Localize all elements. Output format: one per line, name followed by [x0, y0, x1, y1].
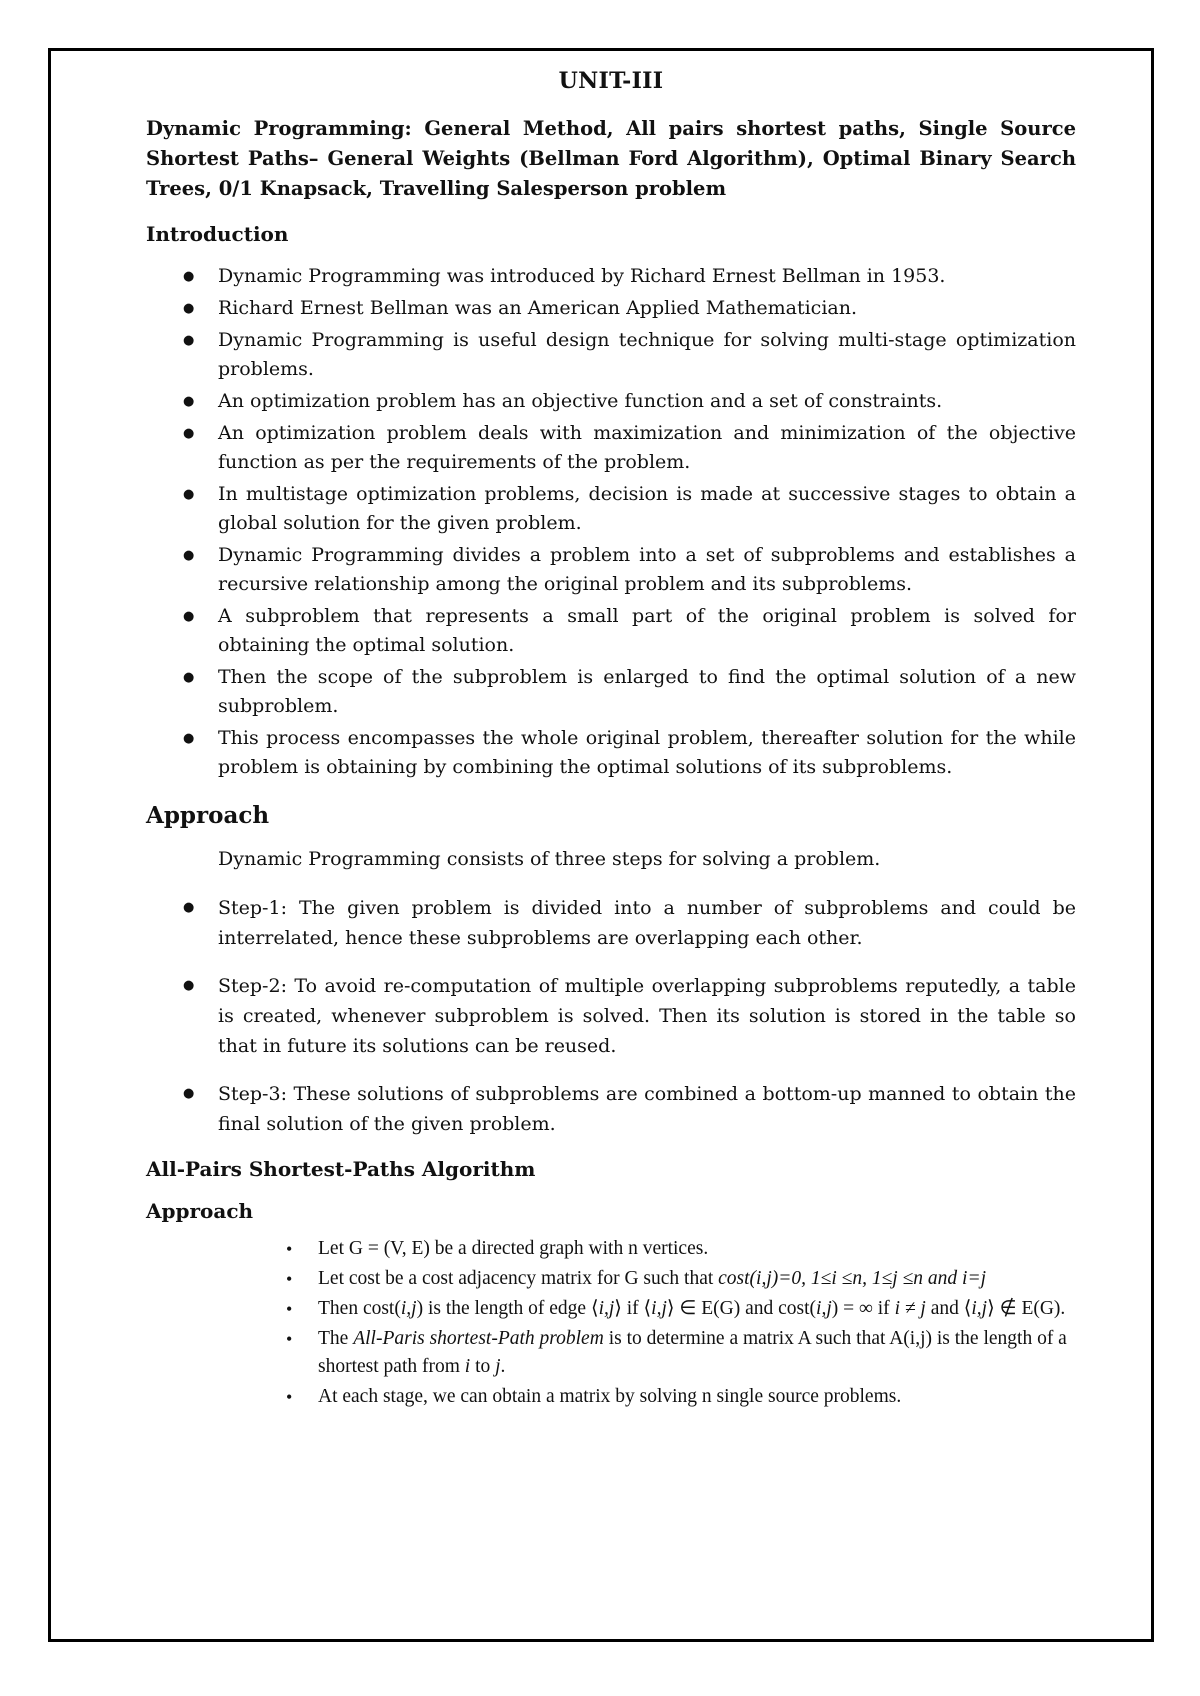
list-item: • At each stage, we can obtain a matrix by solving n single source problems. — [286, 1383, 1076, 1411]
term-italic: All-Paris shortest-Path problem — [353, 1328, 604, 1349]
list-item: ● Richard Ernest Bellman was an American Applied Mathematician. — [146, 294, 1076, 323]
document-body — [146, 68, 1076, 1413]
text-span: The — [318, 1328, 354, 1349]
math-expression: i — [464, 1356, 471, 1377]
math-expression: i,j — [598, 1298, 615, 1319]
list-item: ● In multistage optimization problems, decision is made at successive stages to obtain a global solution for the given problem. — [146, 480, 1076, 538]
list-item: ● An optimization problem deals with maximization and minimization of the objective function as per the requirements of the problem. — [146, 419, 1076, 477]
text-span: is to determine a matrix A such that A(i,j) is the length of a shortest path from — [318, 1328, 1067, 1377]
text-span: . — [500, 1356, 506, 1377]
text-span: ⟩ ∉ E(G). — [987, 1298, 1066, 1319]
math-expression: i,j — [400, 1298, 417, 1319]
text-span: ⟩ ∈ E(G) and cost( — [666, 1298, 817, 1319]
text-span: ) = ∞ if — [831, 1298, 895, 1319]
list-item: ● Step-3: These solutions of subproblems are combined a bottom-up manned to obtain the final solution of the given problem. — [146, 1079, 1076, 1139]
approach-lead: Dynamic Programming consists of three steps for solving a problem. — [218, 848, 881, 870]
all-pairs-approach-heading: Approach — [146, 1199, 254, 1223]
list-item: ● Step-1: The given problem is divided into a number of subproblems and could be interrelated, hence these subproblems are overlapping each other. — [146, 893, 1076, 953]
list-item — [286, 1265, 1076, 1293]
list-item: ● Dynamic Programming divides a problem into a set of subproblems and establishes a recursive relationship among the original problem and its subproblems. — [146, 541, 1076, 599]
math-expression: j — [495, 1356, 501, 1377]
math-expression: i,j — [651, 1298, 667, 1319]
math-expression: cost(i,j)=0, 1≤i ≤n, 1≤j ≤n and i=j — [718, 1268, 987, 1289]
introduction-list — [146, 262, 1076, 782]
list-item: ● Step-2: To avoid re-computation of multiple overlapping subproblems reputedly, a table is created, whenever subproblem is solved. Then its solution is stored in the table so that in future its solutions can be reused. — [146, 971, 1076, 1061]
list-item: ● This process encompasses the whole original problem, thereafter solution for the while problem is obtaining by combining the optimal solutions of its subproblems. — [146, 724, 1076, 782]
text-span: ⟩ if ⟨ — [614, 1298, 652, 1319]
text-span: Let cost be a cost adjacency matrix for G such that — [318, 1268, 719, 1289]
list-item: ● Dynamic Programming was introduced by Richard Ernest Bellman in 1953. — [146, 262, 1076, 291]
approach-heading: Approach — [146, 802, 270, 829]
math-expression: i ≠ j — [894, 1298, 926, 1319]
math-expression: i,j — [971, 1298, 988, 1319]
list-item: ● A subproblem that represents a small part of the original problem is solved for obtaining the optimal solution. — [146, 602, 1076, 660]
text-span: Then cost( — [318, 1298, 401, 1319]
list-item: ● An optimization problem has an objective function and a set of constraints. — [146, 387, 1076, 416]
topics-list: Dynamic Programming: General Method, All pairs shortest paths, Single Source Shortest Paths– General Weights (Bellman Ford Algorithm), Optimal Binary Search Trees, 0/1 Knapsack, Travelling Salesperson problem — [146, 117, 1076, 200]
list-item: • Let G = (V, E) be a directed graph with n vertices. — [286, 1235, 1076, 1263]
list-item: ● Dynamic Programming is useful design technique for solving multi-stage optimization problems. — [146, 326, 1076, 384]
list-item — [286, 1325, 1076, 1381]
math-expression: i,j — [816, 1298, 832, 1319]
text-span: to — [470, 1356, 496, 1377]
introduction-heading: Introduction — [146, 222, 289, 246]
list-item: ● Then the scope of the subproblem is enlarged to find the optimal solution of a new subproblem. — [146, 663, 1076, 721]
unit-title: UNIT-III — [558, 68, 664, 94]
approach-steps — [146, 893, 1076, 1139]
text-span: ) is the length of edge ⟨ — [416, 1298, 599, 1319]
all-pairs-heading: All-Pairs Shortest-Paths Algorithm — [146, 1157, 536, 1181]
text-span: and ⟨ — [925, 1298, 972, 1319]
list-item — [286, 1295, 1076, 1323]
all-pairs-list — [146, 1235, 1076, 1411]
